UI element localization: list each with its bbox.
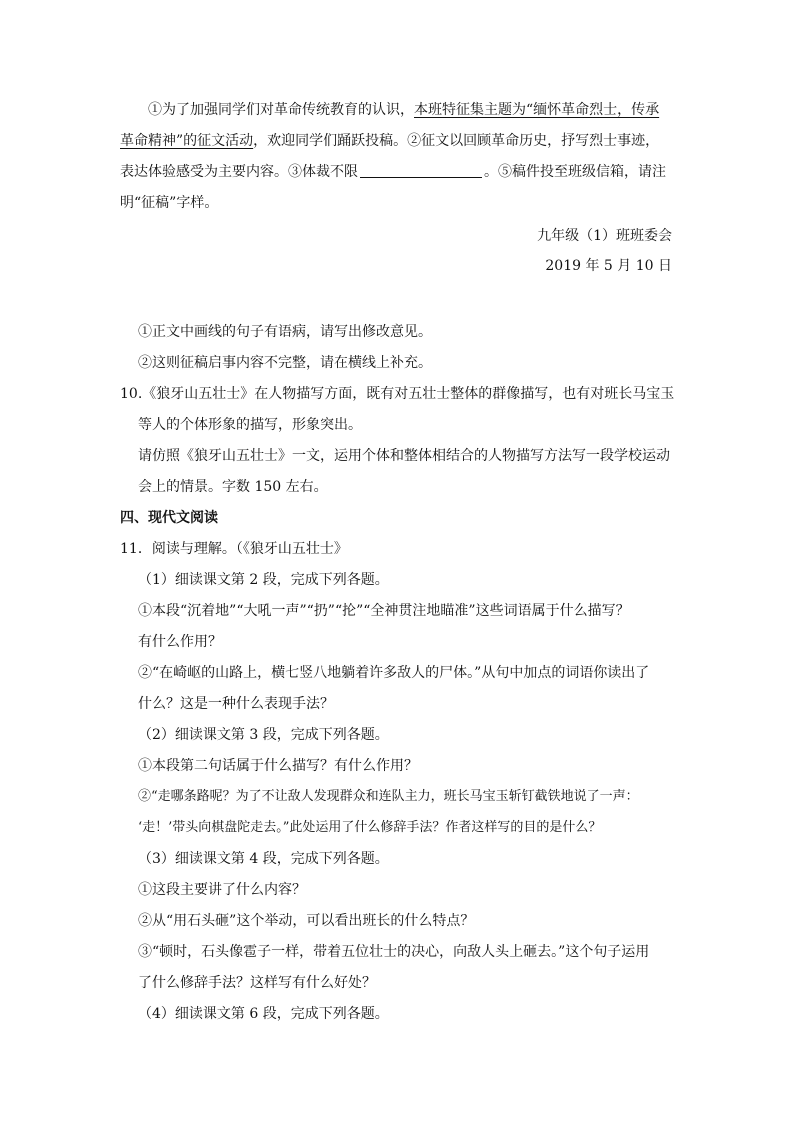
notice-date: 2019 年 5 月 10 日 — [545, 258, 672, 274]
notice-text: ①为了加强同学们对革命传统教育的认识， — [148, 102, 414, 118]
q11-part-3-item-3-cont: 了什么修辞手法？这样写有什么好处？ — [138, 975, 376, 991]
notice-text: 表达体验感受为主要内容。③体裁不限 — [120, 164, 358, 180]
underlined-sentence: 革命精神”的征文活动 — [120, 133, 254, 149]
q11-part-3-item-2: ②从“用石头砸”这个举动，可以看出班长的什么特点？ — [138, 913, 475, 929]
q10-line-2: 等人的个体形象的描写，形象突出。 — [138, 417, 362, 433]
notice-signer: 九年级（1）班班委会 — [537, 228, 672, 244]
q10-line-4: 会上的情景。字数 150 左右。 — [138, 479, 328, 495]
notice-line-3 — [120, 162, 666, 182]
q11-part-2: （2）细读课文第 3 段，完成下列各题。 — [138, 727, 389, 743]
notice-line-2 — [120, 131, 659, 151]
q11-part-4: （4）细读课文第 6 段，完成下列各题。 — [138, 1006, 389, 1022]
section-heading: 四、现代文阅读 — [120, 510, 218, 526]
q11-part-1-item-1: ①本段“沉着地”“大吼一声”“扔”“抡”“全神贯注地瞄准”这些词语属于什么描写？ — [138, 603, 630, 619]
q11-part-1: （1）细读课文第 2 段，完成下列各题。 — [138, 572, 389, 588]
notice-line-1 — [148, 100, 659, 120]
q10-line-3: 请仿照《狼牙山五壮士》一文，运用个体和整体相结合的人物描写方法写一段学校运动 — [138, 448, 670, 464]
q11-part-2-item-1: ①本段第二句话属于什么描写？有什么作用？ — [138, 758, 418, 774]
q11-part-2-item-2-cont: ‘走！’带头向棋盘陀走去。”此处运用了什么修辞手法？作者这样写的目的是什么？ — [138, 820, 602, 835]
notice-text: ，欢迎同学们踊跃投稿。②征文以回顾革命历史，抒写烈士事迹， — [253, 133, 660, 149]
q9-sub-2: ②这则征稿启事内容不完整，请在横线上补充。 — [138, 355, 432, 371]
q10-line-1: 10.《狼牙山五壮士》在人物描写方面，既有对五壮士整体的群像描写，也有对班长马宝玉 — [120, 386, 675, 402]
q11-part-2-item-2: ②“走哪条路呢？为了不让敌人发现群众和连队主力，班长马宝玉斩钉截铁地说了一声： — [138, 789, 639, 804]
q11-part-3-item-1: ①这段主要讲了什么内容？ — [138, 882, 306, 898]
notice-text: 。⑤稿件投至班级信箱，请注 — [484, 164, 666, 180]
notice-line-4: 明“征稿”字样。 — [120, 195, 219, 211]
fill-in-blank[interactable] — [360, 163, 482, 178]
q11-title: 11．阅读与理解。（《狼牙山五壮士》 — [120, 541, 348, 557]
q11-part-3-item-3: ③“顿时，石头像雹子一样，带着五位壮士的决心，向敌人头上砸去。”这个句子运用 — [138, 944, 650, 960]
q11-part-1-item-2: ②“在崎岖的山路上，横七竖八地躺着许多敌人的尸体。”从句中加点的词语你读出了 — [138, 665, 650, 681]
q11-part-1-item-2-cont: 什么？这是一种什么表现手法？ — [138, 696, 334, 712]
underlined-sentence: 本班特征集主题为“缅怀革命烈士，传承 — [414, 102, 660, 118]
q11-part-3: （3）细读课文第 4 段，完成下列各题。 — [138, 851, 389, 867]
q9-sub-1: ①正文中画线的句子有语病，请写出修改意见。 — [138, 324, 432, 340]
q11-part-1-item-1-cont: 有什么作用？ — [138, 634, 222, 650]
